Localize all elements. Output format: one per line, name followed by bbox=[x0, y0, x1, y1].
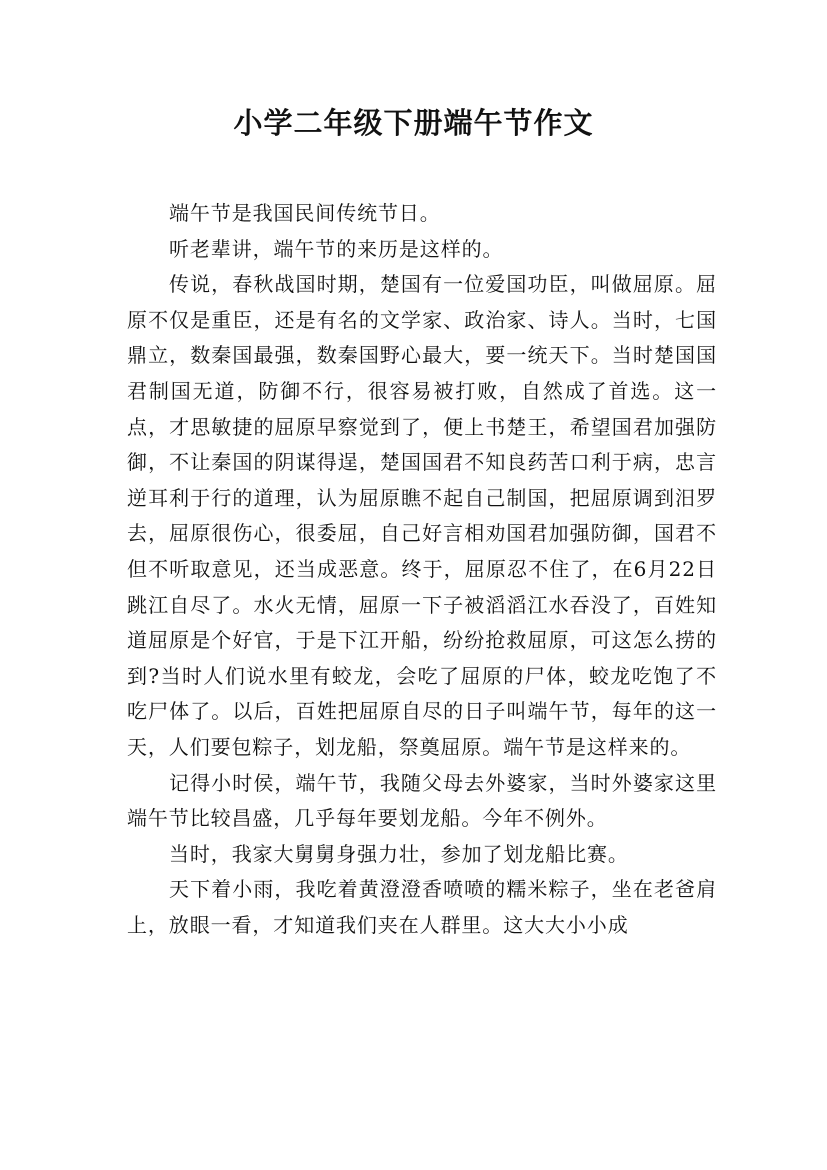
document-body bbox=[127, 196, 717, 943]
paragraph: 记得小时侯，端午节，我随父母去外婆家，当时外婆家这里端午节比较昌盛，几乎每年要划龙船。今年不例外。 bbox=[127, 770, 717, 831]
paragraph: 传说，春秋战国时期，楚国有一位爱国功臣，叫做屈原。屈原不仅是重臣，还是有名的文学家、政治家、诗人。当时，七国鼎立，数秦国最强，数秦国野心最大，要一统天下。当时楚国国君制国无道，防御不行，很容易被打败，自然成了首选。这一点，才思敏捷的屈原早察觉到了，便上书楚王，希望国君加强防御，不让秦国的阴谋得逞，楚国国君不知良药苦口利于病，忠言逆耳利于行的道理，认为屈原瞧不起自己制国，把屈原调到汨罗去，屈原很伤心，很委屈，自己好言相劝国君加强防御，国君不但不听取意见，还当成恶意。终于，屈原忍不住了，在6月22日跳江自尽了。水火无情，屈原一下子被滔滔江水吞没了，百姓知道屈原是个好官，于是下江开船，纷纷抢救屈原，可这怎么捞的到?当时人们说水里有蛟龙，会吃了屈原的尸体，蛟龙吃饱了不吃尸体了。以后，百姓把屈原自尽的日子叫端午节，每年的这一天，人们要包粽子，划龙船，祭奠屈原。端午节是这样来的。 bbox=[127, 272, 717, 759]
document-title: 小学二年级下册端午节作文 bbox=[233, 106, 594, 140]
paragraph: 端午节是我国民间传统节日。 bbox=[169, 201, 441, 225]
paragraph: 当时，我家大舅舅身强力壮，参加了划龙船比赛。 bbox=[169, 841, 629, 866]
paragraph: 天下着小雨，我吃着黄澄澄香喷喷的糯米粽子，坐在老爸肩上，放眼一看，才知道我们夹在人群里。这大大小小成 bbox=[127, 877, 717, 937]
paragraph: 听老辈讲，端午节的来历是这样的。 bbox=[169, 236, 504, 261]
